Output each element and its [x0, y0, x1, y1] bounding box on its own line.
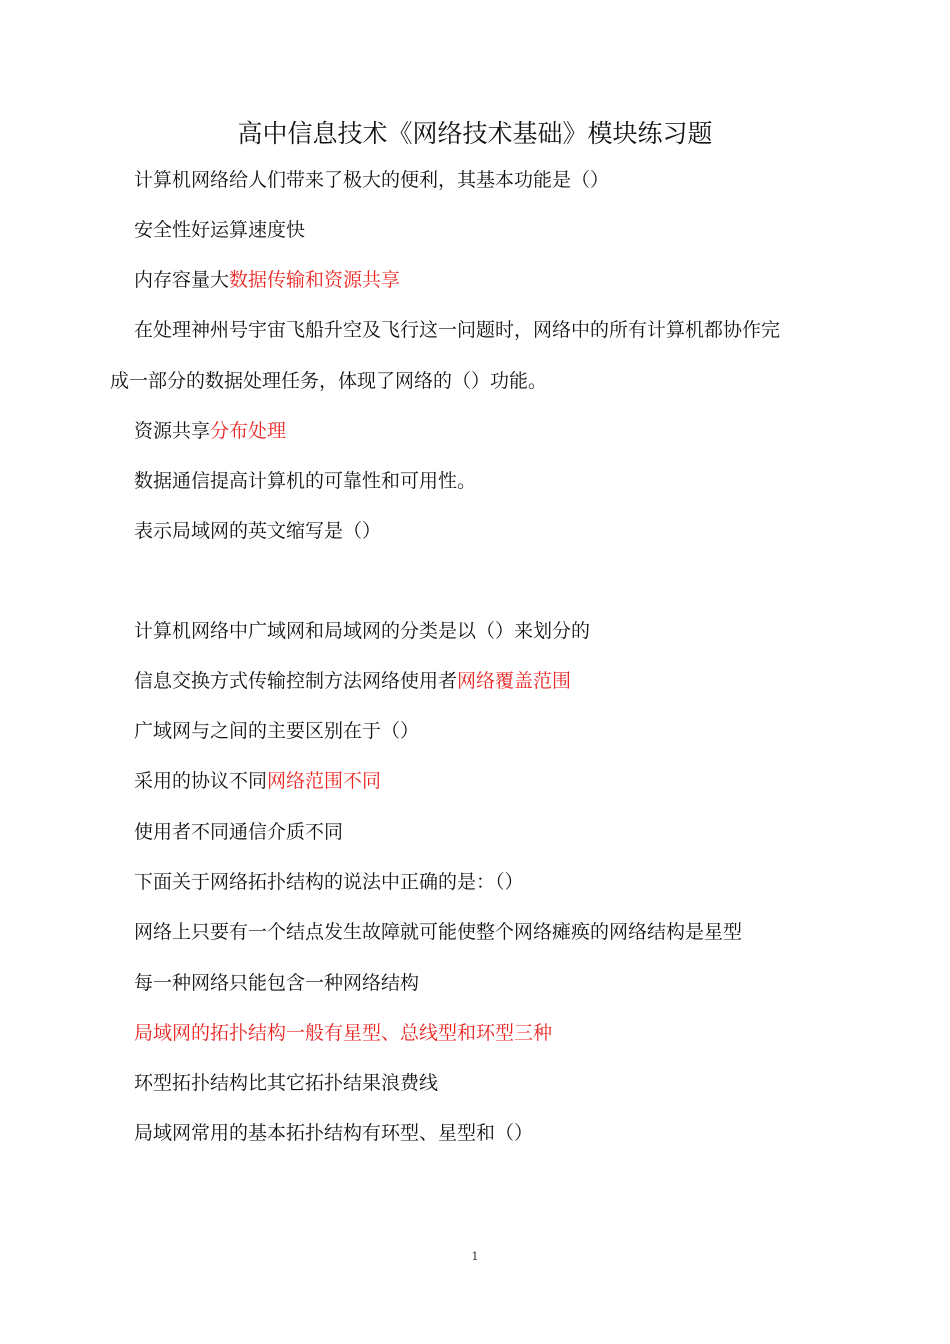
option-line: 环型拓扑结构比其它拓扑结果浪费线 — [134, 1072, 439, 1094]
answer-highlight: 分布处理 — [210, 420, 287, 442]
question-line: 广域网与之间的主要区别在于（） — [134, 720, 420, 742]
option-line: 内存容量大数据传输和资源共享 — [134, 269, 401, 291]
answer-highlight: 网络范围不同 — [267, 770, 382, 792]
question-line-continued: 成一部分的数据处理任务，体现了网络的（）功能。 — [110, 370, 548, 392]
option-line: 使用者不同通信介质不同 — [134, 821, 344, 843]
answer-highlight: 网络覆盖范围 — [457, 670, 572, 692]
option-line: 安全性好运算速度快 — [134, 219, 306, 241]
page-number: 1 — [471, 1250, 479, 1263]
question-line: 局域网常用的基本拓扑结构有环型、星型和（） — [134, 1122, 534, 1144]
question-line: 计算机网络给人们带来了极大的便利，其基本功能是（） — [134, 169, 610, 191]
question-line: 下面关于网络拓扑结构的说法中正确的是：（） — [134, 871, 524, 893]
option-line — [134, 1018, 552, 1048]
option-line: 网络上只要有一个结点发生故障就可能使整个网络瘫痪的网络结构是星型 — [134, 921, 743, 943]
option-line: 采用的协议不同网络范围不同 — [134, 770, 382, 792]
question-line: 表示局域网的英文缩写是（） — [134, 520, 382, 542]
option-line: 数据通信提高计算机的可靠性和可用性。 — [134, 470, 477, 492]
option-line: 资源共享分布处理 — [134, 420, 287, 442]
option-line: 每一种网络只能包含一种网络结构 — [134, 972, 420, 994]
answer-highlight: 数据传输和资源共享 — [229, 269, 401, 291]
answer-highlight: 局域网的拓扑结构一般有星型、总线型和环型三种 — [134, 1022, 553, 1044]
option-line: 信息交换方式传输控制方法网络使用者网络覆盖范围 — [134, 670, 572, 692]
question-line: 在处理神州号宇宙飞船升空及飞行这一问题时，网络中的所有计算机都协作完 — [134, 319, 781, 341]
page-title: 高中信息技术《网络技术基础》模块练习题 — [237, 119, 713, 148]
question-line: 计算机网络中广域网和局域网的分类是以（）来划分的 — [134, 620, 591, 642]
